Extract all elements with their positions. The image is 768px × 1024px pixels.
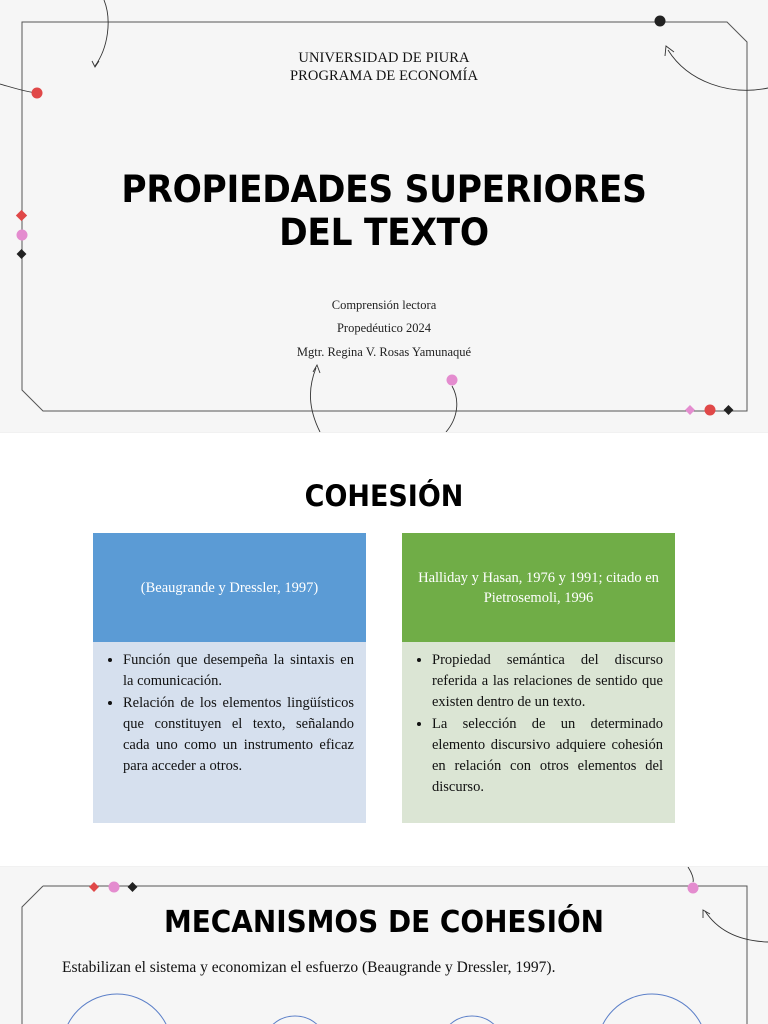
card-body-halliday xyxy=(402,642,675,823)
black-dot xyxy=(655,16,666,27)
list-item: • La selección de un determinado elemento discursivo adquiere cohesión en relación con otros elementos del discurso. xyxy=(432,714,663,798)
red-diamond xyxy=(89,882,99,892)
title-slide xyxy=(0,0,768,432)
black-diamond xyxy=(128,882,138,892)
slide3-decoration xyxy=(0,867,768,1024)
title-line-1: PROPIEDADES SUPERIORES xyxy=(121,168,647,211)
curve-arrow-bottom-center xyxy=(310,368,320,432)
program-name: PROGRAMA DE ECONOMÍA xyxy=(289,68,479,84)
red-diamond xyxy=(16,210,27,221)
black-diamond xyxy=(17,249,27,259)
red-dot-bottom xyxy=(705,405,716,416)
course-name: Comprensión lectora xyxy=(331,298,437,312)
list-item: • Propiedad semántica del discurso referida a las relaciones de sentido que existen dentro de un texto. xyxy=(432,650,663,713)
diagram-circle-1 xyxy=(62,994,172,1024)
institution-heading xyxy=(0,49,768,85)
diagram-circle-3 xyxy=(439,1016,505,1024)
curve-left xyxy=(0,84,37,93)
mechanisms-slide xyxy=(0,867,768,1024)
term-label: Propedéutico 2024 xyxy=(336,321,432,335)
institution-name: UNIVERSIDAD DE PIURA xyxy=(298,50,470,66)
bullet-list xyxy=(101,650,354,777)
pink-dot-right xyxy=(688,883,699,894)
title-line-2: DEL TEXTO xyxy=(279,211,489,254)
bullet-list xyxy=(410,650,663,798)
instructor-name: Mgtr. Regina V. Rosas Yamunaqué xyxy=(296,345,472,359)
card-heading-beaugrande: (Beaugrande y Dressler, 1997) xyxy=(93,533,366,642)
pink-dot-bottom xyxy=(447,375,458,386)
diagram-circle-4 xyxy=(597,994,707,1024)
list-item: • Función que desempeña la sintaxis en la comunicación. xyxy=(123,650,354,692)
cohesion-title: COHESIÓN xyxy=(304,479,464,513)
pink-dot xyxy=(109,882,120,893)
diagram-circle-2 xyxy=(262,1016,328,1024)
card-heading-halliday: Halliday y Hasan, 1976 y 1991; citado en Pietrosemoli, 1996 xyxy=(402,533,675,642)
list-item: • Relación de los elementos lingüísticos que constituyen el texto, señalando cada uno como un instrumento eficaz para acceder a otros. xyxy=(123,693,354,777)
pink-dot xyxy=(17,230,28,241)
black-diamond-bottom xyxy=(724,405,734,415)
card-body-beaugrande xyxy=(93,642,366,823)
curve-top-right xyxy=(688,867,693,882)
red-dot xyxy=(32,88,43,99)
mechanisms-title: MECANISMOS DE COHESIÓN xyxy=(163,905,605,940)
slide-title xyxy=(27,168,741,254)
pink-diamond xyxy=(685,405,695,415)
mechanisms-subtitle: Estabilizan el sistema y economizan el esfuerzo (Beaugrande y Dressler, 1997). xyxy=(62,959,556,976)
